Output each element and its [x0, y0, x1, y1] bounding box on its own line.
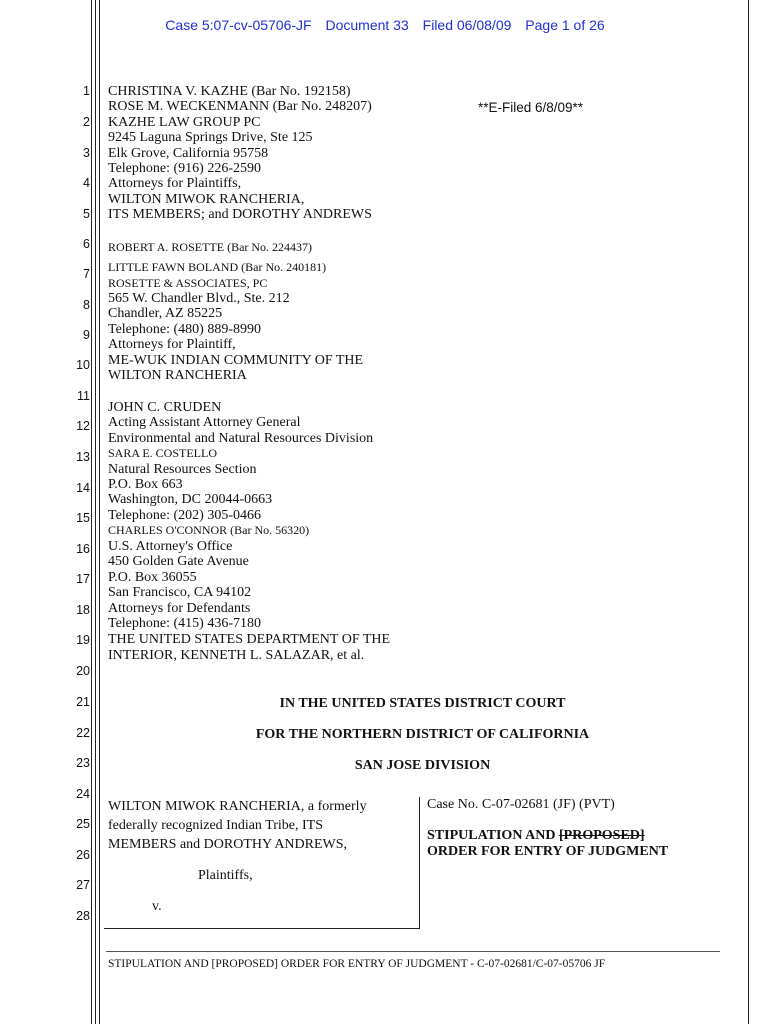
line-number: 13 — [76, 450, 90, 464]
counsel-line: U.S. Attorney's Office — [108, 539, 233, 554]
counsel-line: Telephone: (480) 889-8990 — [108, 322, 261, 337]
ecf-header — [0, 17, 770, 33]
counsel-line: 450 Golden Gate Avenue — [108, 554, 249, 569]
counsel-line: Elk Grove, California 95758 — [108, 146, 269, 161]
counsel-line: Telephone: (916) 226-2590 — [108, 161, 261, 176]
line-number: 3 — [83, 146, 90, 160]
counsel-line — [108, 523, 309, 538]
line-number: 18 — [76, 603, 90, 617]
line-number: 22 — [76, 726, 90, 740]
line-number: 21 — [76, 695, 90, 709]
counsel-line: WILTON RANCHERIA — [108, 368, 247, 383]
counsel-line: ROSE M. WECKENMANN (Bar No. 248207) — [108, 99, 372, 114]
line-number: 16 — [76, 542, 90, 556]
filed-date: Filed 06/08/09 — [422, 17, 512, 33]
counsel-line — [108, 446, 217, 461]
counsel-line: CHRISTINA V. KAZHE (Bar No. 192158) — [108, 84, 351, 99]
margin-rule-left-2 — [95, 0, 96, 1024]
caption-divider-horizontal — [104, 928, 420, 929]
line-number: 9 — [83, 328, 90, 342]
footer-rule — [106, 951, 720, 952]
party-line: MEMBERS and DOROTHY ANDREWS, — [108, 837, 348, 852]
counsel-line: JOHN C. CRUDEN — [108, 400, 222, 415]
document-title — [427, 828, 668, 860]
counsel-line: San Francisco, CA 94102 — [108, 585, 252, 600]
page-footer: STIPULATION AND [PROPOSED] ORDER FOR ENTRY OF JUDGMENT - C-07-02681/C-07-05706 JF — [108, 958, 606, 970]
case-number: Case No. C-07-02681 (JF) (PVT) — [427, 797, 615, 812]
caption-parties — [108, 797, 367, 916]
counsel-line: Attorneys for Plaintiff, — [108, 337, 236, 352]
title-part: STIPULATION AND — [427, 828, 559, 843]
line-number: 25 — [76, 817, 90, 831]
margin-rule-left-3 — [99, 0, 100, 1024]
line-number: 4 — [83, 176, 90, 190]
party-line: WILTON MIWOK RANCHERIA, a formerly — [108, 799, 367, 814]
line-number: 14 — [76, 481, 90, 495]
versus-label: v. — [152, 899, 162, 914]
counsel-line: Attorneys for Plaintiffs, — [108, 176, 242, 191]
plaintiffs-label: Plaintiffs, — [198, 868, 253, 883]
line-number: 5 — [83, 207, 90, 221]
margin-rule-left-1 — [91, 0, 92, 1024]
counsel-line-text: LITTLE FAWN BOLAND (Bar No. 240181) — [108, 260, 327, 274]
document-number: Document 33 — [325, 17, 409, 33]
counsel-line: Telephone: (202) 305-0466 — [108, 508, 261, 523]
counsel-line: Attorneys for Defendants — [108, 601, 251, 616]
counsel-line — [108, 276, 267, 291]
line-number: 20 — [76, 664, 90, 678]
counsel-line: ME-WUK INDIAN COMMUNITY OF THE — [108, 353, 364, 368]
counsel-line: 9245 Laguna Springs Drive, Ste 125 — [108, 130, 313, 145]
party-line: federally recognized Indian Tribe, ITS — [108, 818, 323, 833]
line-number: 2 — [83, 115, 90, 129]
line-number: 17 — [76, 572, 90, 586]
counsel-line-text: CHARLES O'CONNOR (Bar No. 56320) — [108, 523, 310, 537]
counsel-line: 565 W. Chandler Blvd., Ste. 212 — [108, 291, 290, 306]
line-number: 24 — [76, 787, 90, 801]
line-number: 7 — [83, 267, 90, 281]
line-number: 15 — [76, 511, 90, 525]
struck-proposed: [PROPOSED] — [559, 828, 645, 843]
counsel-line: Telephone: (415) 436-7180 — [108, 616, 261, 631]
line-number: 26 — [76, 848, 90, 862]
counsel-line: Acting Assistant Attorney General — [108, 415, 301, 430]
counsel-line: THE UNITED STATES DEPARTMENT OF THE — [108, 632, 391, 647]
counsel-line-text: ROSETTE & ASSOCIATES, PC — [108, 276, 268, 290]
counsel-line: KAZHE LAW GROUP PC — [108, 115, 261, 130]
counsel-line-text: ROBERT A. ROSETTE (Bar No. 224437) — [108, 240, 313, 254]
title-part: ORDER FOR ENTRY OF JUDGMENT — [427, 844, 669, 859]
case-number-header: Case 5:07-cv-05706-JF — [165, 17, 312, 33]
counsel-line: Environmental and Natural Resources Division — [108, 431, 374, 446]
counsel-line: P.O. Box 663 — [108, 477, 183, 492]
counsel-line: Natural Resources Section — [108, 462, 257, 477]
counsel-line-text: SARA E. COSTELLO — [108, 446, 218, 460]
line-number: 8 — [83, 298, 90, 312]
counsel-line: Chandler, AZ 85225 — [108, 306, 223, 321]
line-number: 28 — [76, 909, 90, 923]
line-number: 27 — [76, 878, 90, 892]
court-district: FOR THE NORTHERN DISTRICT OF CALIFORNIA — [255, 727, 590, 742]
counsel-line — [108, 260, 326, 275]
efiled-stamp: **E-Filed 6/8/09** — [478, 100, 584, 115]
line-number: 12 — [76, 419, 90, 433]
line-number: 6 — [83, 237, 90, 251]
court-division: SAN JOSE DIVISION — [354, 758, 491, 773]
line-number: 23 — [76, 756, 90, 770]
counsel-line: P.O. Box 36055 — [108, 570, 197, 585]
counsel-line: INTERIOR, KENNETH L. SALAZAR, et al. — [108, 648, 365, 663]
page-count: Page 1 of 26 — [525, 17, 605, 33]
counsel-line: WILTON MIWOK RANCHERIA, — [108, 192, 305, 207]
counsel-line: ITS MEMBERS; and DOROTHY ANDREWS — [108, 207, 372, 222]
margin-rule-right — [748, 0, 749, 1024]
counsel-line — [108, 240, 312, 255]
line-number: 10 — [76, 358, 90, 372]
line-number: 19 — [76, 633, 90, 647]
line-number: 1 — [83, 84, 90, 98]
line-number: 11 — [77, 389, 90, 403]
counsel-line: Washington, DC 20044-0663 — [108, 492, 273, 507]
caption-divider-vertical — [419, 797, 420, 929]
court-name: IN THE UNITED STATES DISTRICT COURT — [279, 696, 566, 711]
